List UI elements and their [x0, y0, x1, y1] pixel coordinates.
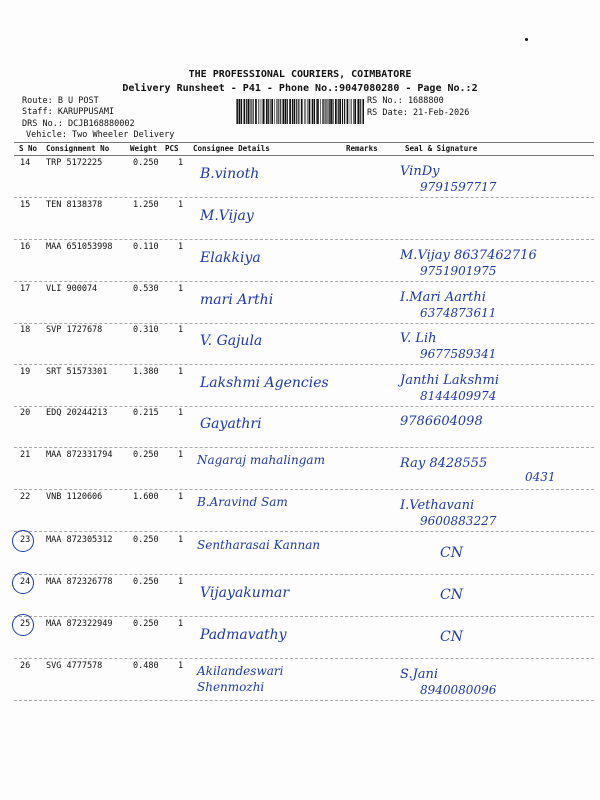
row-consignment: VLI 900074 [46, 284, 98, 294]
row-weight: 0.480 [133, 661, 159, 671]
row-weight: 0.250 [133, 158, 159, 168]
barcode-bar [298, 99, 299, 124]
row-separator [14, 531, 594, 532]
handwritten-signature: CN [440, 545, 463, 561]
barcode-bar [283, 99, 284, 124]
row-consignment: SRT 51573301 [46, 367, 108, 377]
row-pcs: 1 [178, 200, 184, 210]
col-pcs: PCS [165, 144, 179, 153]
barcode-bar [289, 99, 291, 124]
barcode-bar [322, 99, 323, 124]
barcode-bar [244, 99, 246, 124]
row-pcs: 1 [178, 242, 184, 252]
handwritten-phone: 8144409974 [420, 389, 497, 403]
row-pcs: 1 [178, 661, 184, 671]
row-sno: 16 [20, 242, 31, 252]
handwritten-phone: 8940080096 [420, 683, 497, 697]
row-sno: 20 [20, 408, 31, 418]
barcode-bar [344, 99, 345, 124]
row-sno: 18 [20, 325, 31, 335]
row-sno: 19 [20, 367, 31, 377]
barcode-bar [317, 99, 319, 124]
row-sno: 24 [20, 577, 31, 587]
barcode-bar [314, 99, 315, 124]
handwritten-signature: M.Vijay 8637462716 [400, 248, 537, 263]
handwritten-signature: Janthi Lakshmi [400, 373, 500, 388]
row-consignment: MAA 872326778 [46, 577, 113, 587]
barcode-bar [274, 99, 275, 124]
row-consignment: MAA 872331794 [46, 450, 113, 460]
drs-label: DRS No.: DCJB168880002 [22, 119, 135, 129]
barcode-bar [271, 99, 273, 124]
barcode-bar [236, 99, 237, 124]
row-separator [14, 323, 594, 324]
row-separator [14, 489, 594, 490]
row-separator [14, 239, 594, 240]
row-consignment: TRP 5172225 [46, 158, 103, 168]
row-weight: 0.110 [133, 242, 159, 252]
handwritten-consignee: Vijayakumar [200, 585, 290, 601]
barcode-bar [339, 99, 341, 124]
barcode-bar [287, 99, 288, 124]
barcode-bar [255, 99, 257, 124]
barcode-bar [276, 99, 277, 124]
handwritten-consignee: Gayathri [200, 416, 262, 432]
row-separator [14, 616, 594, 617]
barcode-bar [304, 99, 305, 124]
row-pcs: 1 [178, 535, 184, 545]
barcode-bar [282, 99, 283, 124]
barcode-bar [239, 99, 241, 124]
barcode-bar [308, 99, 309, 124]
barcode-bar [351, 99, 352, 124]
row-sno: 21 [20, 450, 31, 460]
barcode-bar [362, 99, 363, 124]
barcode-bar [262, 99, 263, 124]
barcode-bar [280, 99, 281, 124]
handwritten-consignee: V. Gajula [200, 333, 263, 349]
col-consignee: Consignee Details [193, 144, 270, 153]
row-pcs: 1 [178, 325, 184, 335]
barcode-bar [320, 99, 321, 124]
handwritten-consignee: M.Vijay [200, 208, 254, 224]
row-consignment: VNB 1120606 [46, 492, 103, 502]
route-label: Route: B U POST [22, 96, 99, 106]
row-consignment: SVG 4777578 [46, 661, 103, 671]
barcode-bar [268, 99, 269, 124]
handwritten-signature: I.Vethavani [400, 498, 475, 513]
barcode-bar [250, 99, 251, 124]
barcode-bar [241, 99, 242, 124]
barcode-image [236, 99, 364, 124]
handwritten-consignee: Padmavathy [200, 627, 287, 643]
barcode-bar [263, 99, 265, 124]
barcode-bar [325, 99, 326, 124]
handwritten-consignee: Lakshmi Agencies [200, 375, 329, 391]
handwritten-signature: I.Mari Aarthi [400, 290, 486, 305]
barcode-bar [360, 99, 361, 124]
row-consignment: EDQ 20244213 [46, 408, 108, 418]
handwritten-phone: 9677589341 [420, 347, 497, 361]
row-sno: 22 [20, 492, 31, 502]
barcode-bar [335, 99, 337, 124]
row-sno: 15 [20, 200, 31, 210]
row-weight: 0.250 [133, 619, 159, 629]
row-pcs: 1 [178, 577, 184, 587]
col-remarks: Remarks [346, 144, 378, 153]
handwritten-phone: 6374873611 [420, 306, 497, 320]
row-pcs: 1 [178, 158, 184, 168]
barcode-bar [332, 99, 333, 124]
barcode-bar [248, 99, 250, 124]
row-weight: 0.310 [133, 325, 159, 335]
vehicle-label: Vehicle: Two Wheeler Delivery [26, 130, 175, 140]
runsheet-title: Delivery Runsheet - P41 - Phone No.:9047080280 - Page No.:2 [122, 83, 478, 94]
barcode-bar [253, 99, 254, 124]
row-separator [14, 447, 594, 448]
barcode-bar [338, 99, 339, 124]
barcode-bar [347, 99, 349, 124]
col-seal: Seal & Signature [405, 144, 478, 153]
row-pcs: 1 [178, 284, 184, 294]
row-separator [14, 364, 594, 365]
barcode-bar [342, 99, 343, 124]
row-weight: 1.250 [133, 200, 159, 210]
row-consignment: TEN 8138378 [46, 200, 103, 210]
row-consignment: MAA 872305312 [46, 535, 113, 545]
barcode-bar [323, 99, 324, 124]
handwritten-circle [12, 614, 34, 636]
row-pcs: 1 [178, 619, 184, 629]
barcode-bar [278, 99, 279, 124]
barcode-bar [312, 99, 314, 124]
handwritten-signature: S.Jani [400, 667, 439, 682]
row-separator [14, 700, 594, 701]
barcode-bar [354, 99, 356, 124]
col-sno: S No [19, 144, 38, 153]
handwritten-consignee: B.vinoth [200, 166, 260, 182]
handwritten-signature: 9786604098 [400, 414, 483, 429]
handwritten-signature: CN [440, 629, 463, 645]
barcode-bar [353, 99, 354, 124]
row-separator [14, 281, 594, 282]
barcode-bar [292, 99, 293, 124]
row-weight: 0.530 [133, 284, 159, 294]
rs-number: RS No.: 1688800 [367, 96, 444, 106]
handwritten-consignee: mari Arthi [200, 292, 274, 308]
row-weight: 0.250 [133, 577, 159, 587]
barcode-bar [306, 99, 307, 124]
handwritten-signature: VinDy [400, 164, 440, 179]
col-consignment: Consignment No [46, 144, 110, 153]
handwritten-consignee: Nagaraj mahalingam [197, 453, 325, 467]
row-consignment: MAA 651053998 [46, 242, 113, 252]
handwritten-phone: 9751901975 [420, 264, 497, 278]
handwritten-phone: 9791597717 [420, 180, 497, 194]
barcode-bar [350, 99, 351, 124]
barcode-bar [270, 99, 271, 124]
barcode-bar [316, 99, 317, 124]
handwritten-signature: Ray 8428555 [400, 456, 488, 471]
barcode-bar [260, 99, 261, 124]
handwritten-consignee: Elakkiya [200, 250, 261, 266]
barcode-bar [266, 99, 268, 124]
row-weight: 0.215 [133, 408, 159, 418]
row-consignment: SVP 1727678 [46, 325, 103, 335]
handwritten-circle [12, 530, 34, 552]
col-weight: Weight [130, 144, 158, 153]
row-sno: 14 [20, 158, 31, 168]
row-sno: 17 [20, 284, 31, 294]
row-separator [14, 406, 594, 407]
row-weight: 0.250 [133, 535, 159, 545]
scan-speck [525, 38, 528, 41]
header-top-rule [14, 142, 594, 143]
row-pcs: 1 [178, 367, 184, 377]
handwritten-consignee: Sentharasai Kannan [197, 538, 321, 552]
row-sno: 26 [20, 661, 31, 671]
barcode-bar [363, 99, 364, 124]
barcode-bar [296, 99, 297, 124]
row-weight: 1.600 [133, 492, 159, 502]
row-separator [14, 574, 594, 575]
handwritten-phone: 9600883227 [420, 514, 497, 528]
handwritten-consignee: Akilandeswari Shenmozhi [197, 664, 284, 694]
header-bottom-rule [14, 155, 594, 156]
row-pcs: 1 [178, 408, 184, 418]
company-title: THE PROFESSIONAL COURIERS, COIMBATORE [188, 69, 412, 80]
rs-date: RS Date: 21-Feb-2026 [367, 108, 470, 118]
barcode-bar [258, 99, 259, 124]
barcode-bar [309, 99, 311, 124]
row-weight: 1.380 [133, 367, 159, 377]
row-separator [14, 197, 594, 198]
handwritten-signature: CN [440, 587, 463, 603]
handwritten-circle [12, 572, 34, 594]
barcode-bar [330, 99, 332, 124]
barcode-bar [294, 99, 296, 124]
handwritten-consignee: B.Aravind Sam [197, 495, 288, 509]
row-pcs: 1 [178, 492, 184, 502]
barcode-bar [329, 99, 330, 124]
barcode-bar [285, 99, 287, 124]
barcode-bar [237, 99, 238, 124]
staff-label: Staff: KARUPPUSAMI [22, 107, 115, 117]
handwritten-signature: V. Lih [400, 331, 437, 346]
barcode-bar [301, 99, 303, 124]
barcode-bar [246, 99, 247, 124]
row-pcs: 1 [178, 450, 184, 460]
row-sno: 25 [20, 619, 31, 629]
barcode-bar [357, 99, 359, 124]
barcode-bar [328, 99, 329, 124]
row-weight: 0.250 [133, 450, 159, 460]
row-sno: 23 [20, 535, 31, 545]
handwritten-phone: 0431 [525, 470, 556, 484]
row-consignment: MAA 872322949 [46, 619, 113, 629]
row-separator [14, 658, 594, 659]
